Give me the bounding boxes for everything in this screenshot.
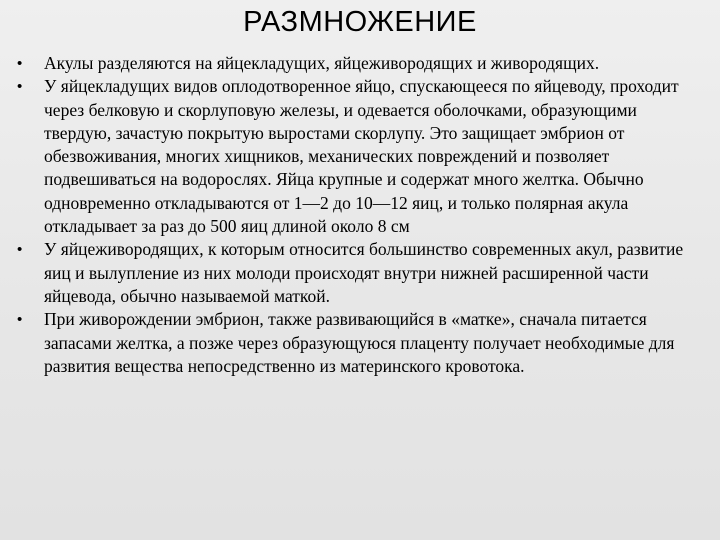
bullet-list <box>0 52 720 378</box>
bullet-item <box>0 52 720 75</box>
bullet-item <box>0 75 720 238</box>
slide-title: РАЗМНОЖЕНИЕ <box>243 6 477 38</box>
bullet-text: У яйцекладущих видов оплодотворенное яйцо, спускающееся по яйцеводу, проходит через белковую и скорлуповую железы, и одевается оболочками, образующими твердую, зачастую покрытую выростами скорлупу. Это защищает эмбрион от обезвоживания, многих хищников, механических повреждений и позволяет подвешиваться на водорослях. Яйца крупные и содержат много желтка. Обычно одновременно откладываются от 1—2 до 10—12 яиц, и только полярная акула откладывает за раз до 500 яиц длиной около 8 см <box>44 76 679 237</box>
bullet-marker: • <box>17 55 23 72</box>
bullet-text: При живорождении эмбрион, также развивающийся в «матке», сначала питается запасами желтка, а позже через образующуюся плаценту получает необходимые для развития вещества непосредственно из материнского кровотока. <box>44 309 675 376</box>
bullet-marker: • <box>17 241 23 259</box>
bullet-text: У яйцеживородящих, к которым относится большинство современных акул, развитие яиц и вылупление из них молоди происходят внутри нижней расширенной части яйцевода, обычно называемой маткой. <box>44 239 684 306</box>
bullet-marker: • <box>17 78 23 96</box>
bullet-marker: • <box>17 311 23 329</box>
bullet-item <box>0 308 720 378</box>
bullet-item <box>0 238 720 308</box>
bullet-text: Акулы разделяются на яйцекладущих, яйцеживородящих и живородящих. <box>44 53 600 73</box>
